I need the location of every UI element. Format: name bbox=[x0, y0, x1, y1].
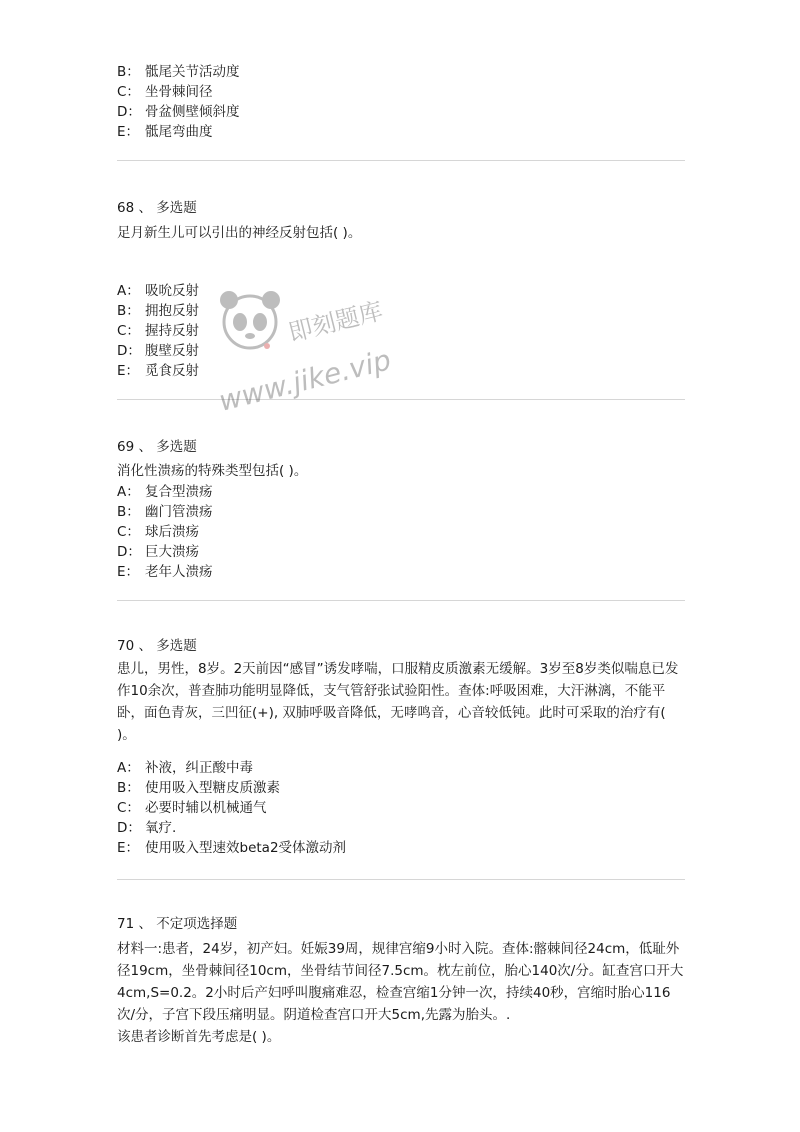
q70-options bbox=[117, 758, 346, 858]
q68-options bbox=[117, 281, 199, 381]
question-70-header: 70 、 多选题 bbox=[117, 638, 197, 654]
option-c: C： 握持反射 bbox=[117, 323, 199, 339]
q69-options bbox=[117, 482, 213, 582]
watermark-brand: 即刻题库 bbox=[285, 296, 386, 348]
option-d: D： 腹壁反射 bbox=[117, 343, 199, 359]
option-e: E： 老年人溃疡 bbox=[117, 564, 213, 580]
option-c: C： 球后溃疡 bbox=[117, 524, 199, 540]
question-71-stem: 材料一:患者，24岁，初产妇。妊娠39周，规律宫缩9小时入院。查体:髂棘间径24cm，低耻外径19cm，坐骨棘间径10cm，坐骨结节间径7.5cm。枕左前位，胎心140次/分。缸查宫口开大4cm,S=0.2。2小时后产妇呼叫腹痛难忍，检查宫缩1分钟一次，持续40秒，宫缩时胎心116次/分，子宫下段压痛明显。阴道检查宫口开大5cm,先露为胎头。. bbox=[117, 941, 684, 1023]
divider bbox=[117, 160, 685, 161]
option-e: E： 觅食反射 bbox=[117, 363, 199, 379]
option-d: D： 巨大溃疡 bbox=[117, 544, 199, 560]
option-b: B： 拥抱反射 bbox=[117, 303, 199, 319]
option-a: A： 吸吮反射 bbox=[117, 283, 199, 299]
question-70-stem: 患儿，男性，8岁。2天前因“感冒”诱发哮喘，口服精皮质激素无缓解。3岁至8岁类似喘息已发作10余次，普查肺功能明显降低，支气管舒张试验阳性。查体:呼吸困难，大汗淋漓，不能平卧，面色青灰，三凹征(+), 双肺呼吸音降低，无哮鸣音，心音较低钝。此时可采取的治疗有( )。 bbox=[117, 661, 679, 743]
option-a: A： 补液，纠正酸中毒 bbox=[117, 760, 253, 776]
question-69-stem: 消化性溃疡的特殊类型包括( )。 bbox=[117, 463, 308, 479]
option-e: E： 使用吸入型速效beta2受体激动剂 bbox=[117, 840, 347, 856]
question-68-header: 68 、 多选题 bbox=[117, 200, 197, 216]
question-71-header: 71 、 不定项选择题 bbox=[117, 916, 238, 932]
option-c: C： 坐骨棘间径 bbox=[117, 84, 213, 100]
option-a: A： 复合型溃疡 bbox=[117, 484, 213, 500]
question-71-prompt: 该患者诊断首先考虑是( )。 bbox=[117, 1029, 281, 1045]
option-b: B： 幽门管溃疡 bbox=[117, 504, 213, 520]
option-e: E： 骶尾弯曲度 bbox=[117, 124, 213, 140]
option-c: C： 必要时辅以机械通气 bbox=[117, 800, 267, 816]
option-d: D： 氧疗. bbox=[117, 820, 177, 836]
watermark-url: www.jike.vip bbox=[215, 343, 395, 418]
option-b: B： 骶尾关节活动度 bbox=[117, 64, 240, 80]
watermark bbox=[215, 282, 415, 418]
divider bbox=[117, 600, 685, 601]
q67-options bbox=[117, 62, 240, 142]
question-69-header: 69 、 多选题 bbox=[117, 439, 197, 455]
panda-logo-icon bbox=[215, 284, 285, 359]
question-68-stem: 足月新生儿可以引出的神经反射包括( )。 bbox=[117, 225, 362, 241]
divider bbox=[117, 879, 685, 880]
option-b: B： 使用吸入型糖皮质激素 bbox=[117, 780, 280, 796]
option-d: D： 骨盆侧壁倾斜度 bbox=[117, 104, 240, 120]
